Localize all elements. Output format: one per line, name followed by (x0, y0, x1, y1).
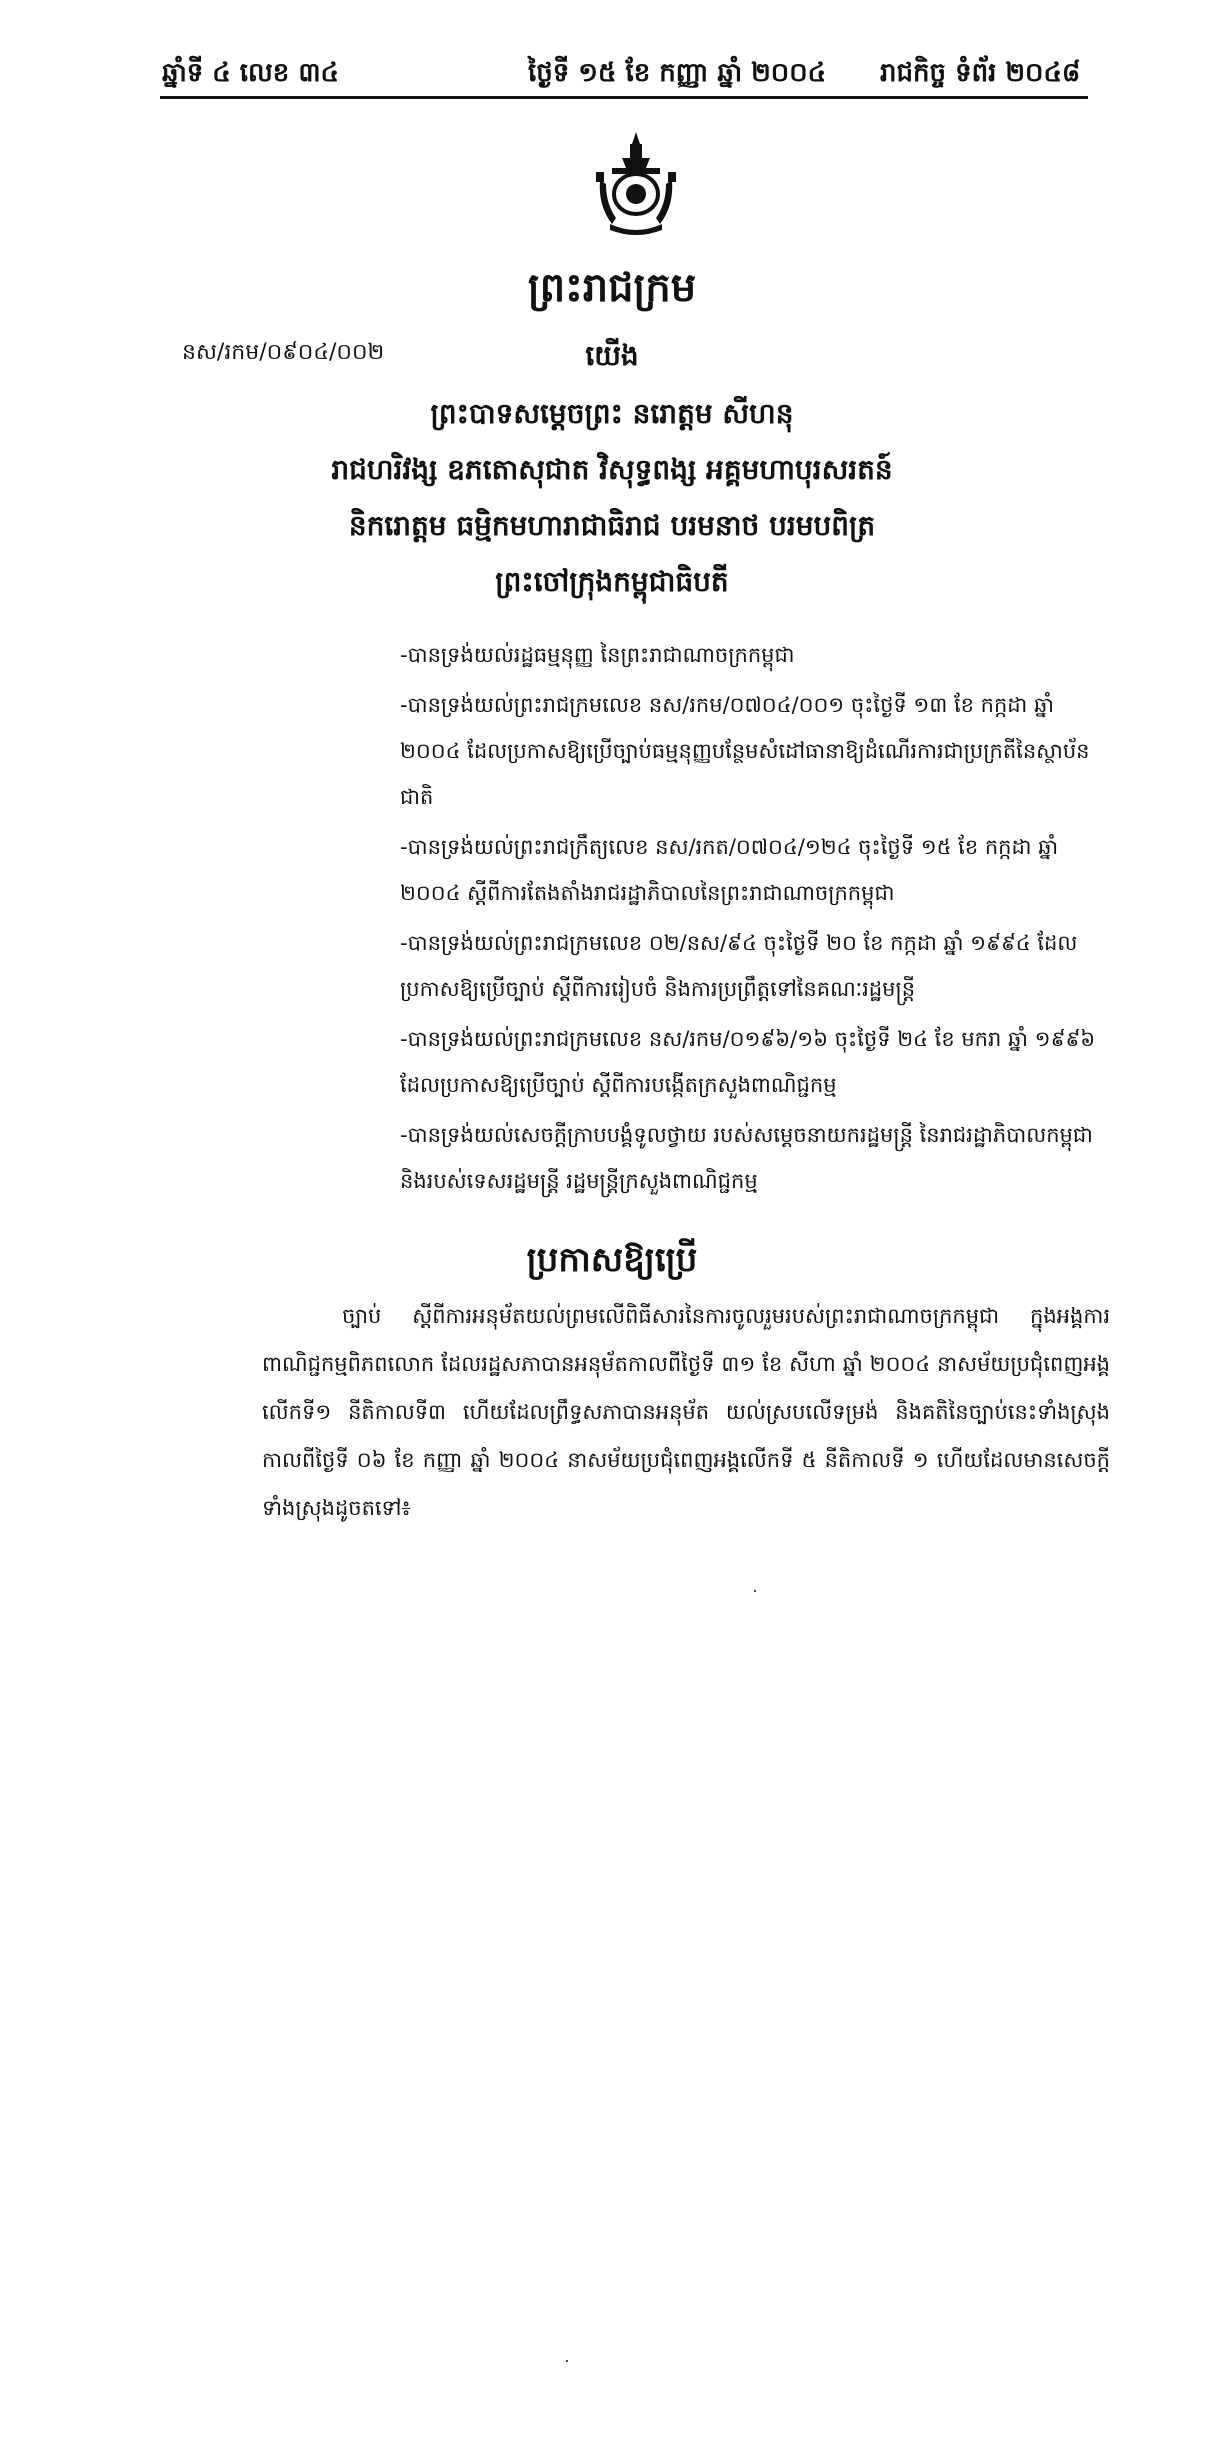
king-line-2: រាជហរិវង្ស ឧភតោសុជាត វិសុទ្ធពង្ស អគ្គមហាបុរសរតន៍ (331, 453, 893, 486)
royal-emblem (592, 128, 680, 238)
decree-title: ព្រះរាជក្រម (527, 265, 697, 311)
yeung-heading: យើង (585, 339, 639, 372)
scan-speck (754, 1590, 756, 1592)
preamble-item: -បានទ្រង់យល់ព្រះរាជក្រមលេខ នស/រកម/០១៩៦/១៦ ចុះថ្ងៃទី ២៤ ខែ មករា ឆ្នាំ ១៩៩៦ ដែលប្រកាសឱ្យប្រើច្បាប់ ស្តីពីការបង្កើតក្រសួងពាណិជ្ជកម្ម (400, 1027, 1096, 1097)
preamble-item: -បានទ្រង់យល់សេចក្តីក្រាបបង្គំទូលថ្វាយ របស់សម្តេចនាយករដ្ឋមន្ត្រី នៃរាជរដ្ឋាភិបាលកម្ពុជា និងរបស់ទេសរដ្ឋមន្ត្រី រដ្ឋមន្ត្រីក្រសួងពាណិជ្ជកម្ម (400, 1123, 1093, 1193)
decree-number: នស/រកម/០៩០៤/០០២ (182, 340, 385, 365)
header-rule (160, 96, 1088, 99)
preamble-list (400, 632, 1100, 1208)
preamble-item: -បានទ្រង់យល់ព្រះរាជក្រមលេខ នស/រកម/០៧០៤/០០១ ចុះថ្ងៃទី ១៣ ខែ កក្កដា ឆ្នាំ ២០០៤ ដែលប្រកាសឱ្យប្រើច្បាប់ធម្មនុញ្ញបន្ថែមសំដៅធានាឱ្យដំណើរការជាប្រក្រតីនៃស្ថាប័នជាតិ (400, 693, 1090, 809)
proclamation-heading: ប្រកាសឱ្យប្រើ (526, 1240, 698, 1280)
issue-number: ឆ្នាំទី ៤ លេខ ៣៤ (162, 58, 339, 88)
preamble-item: -បានទ្រង់យល់រដ្ឋធម្មនុញ្ញ នៃព្រះរាជាណាចក្រកម្ពុជា (400, 643, 795, 667)
gazette-date: ថ្ងៃទី ១៥ ខែ កញ្ញា ឆ្នាំ ២០០៤ (528, 58, 827, 88)
gazette-page: រាជកិច្ច ទំព័រ ២០៤៨ (880, 58, 1081, 88)
king-line-4: ព្រះចៅក្រុងកម្ពុជាធិបតី (495, 565, 729, 598)
body-paragraph: ច្បាប់ ស្តីពីការអនុម័តយល់ព្រមលើពិធីសារនៃការចូលរួមរបស់ព្រះរាជាណាចក្រកម្ពុជា ក្នុងអង្គការពាណិជ្ជកម្មពិភពលោក ដែលរដ្ឋសភាបានអនុម័តកាលពីថ្ងៃទី ៣១ ខែ សីហា ឆ្នាំ ២០០៤ នាសម័យប្រជុំពេញអង្គលើកទី១ នីតិកាលទី៣ ហើយដែលព្រឹទ្ធសភាបានអនុម័ត យល់ស្របលើទម្រង់ និងគតិនៃច្បាប់នេះទាំងស្រុង កាលពីថ្ងៃទី ០៦ ខែ កញ្ញា ឆ្នាំ ២០០៤ នាសម័យប្រជុំពេញអង្គលើកទី ៥ នីតិកាលទី ១ ហើយដែលមានសេចក្តីទាំងស្រុងដូចតទៅ៖ (262, 1304, 1110, 1520)
preamble-item: -បានទ្រង់យល់ព្រះរាជក្រឹត្យលេខ នស/រកត/០៧០៤/១២៤ ចុះថ្ងៃទី ១៥ ខែ កក្កដា ឆ្នាំ ២០០៤ ស្តីពីការតែងតាំងរាជរដ្ឋាភិបាលនៃព្រះរាជាណាចក្រកម្ពុជា (400, 835, 1059, 905)
scan-speck (566, 2360, 568, 2362)
king-line-3: និករោត្តម ធម្មិកមហារាជាធិរាជ បរមនាថ បរមបពិត្រ (348, 509, 876, 542)
king-line-1: ព្រះបាទសម្តេចព្រះ នរោត្តម សីហនុ (430, 397, 794, 430)
preamble-item: -បានទ្រង់យល់ព្រះរាជក្រមលេខ ០២/នស/៩៤ ចុះថ្ងៃទី ២០ ខែ កក្កដា ឆ្នាំ ១៩៩៤ ដែលប្រកាសឱ្យប្រើច្បាប់ ស្តីពីការរៀបចំ និងការប្រព្រឹត្តទៅនៃគណៈរដ្ឋមន្ត្រី (400, 931, 1078, 1001)
